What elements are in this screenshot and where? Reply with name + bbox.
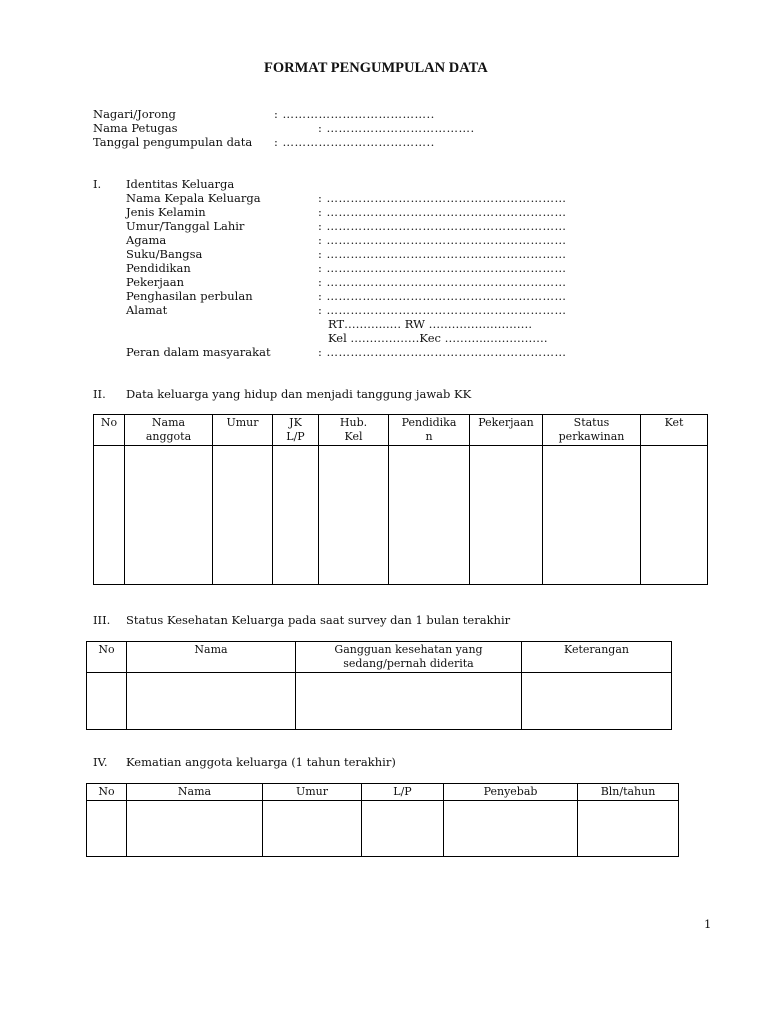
table-kematian	[86, 783, 679, 857]
table-row	[87, 801, 679, 857]
table-cell[interactable]	[641, 446, 708, 585]
section1-heading: Identitas Keluarga	[126, 177, 235, 191]
peran-dots: : ……………………………………………………	[318, 345, 567, 359]
table-cell[interactable]	[213, 446, 273, 585]
identitas-field-dots: : ……………………………………………………	[318, 219, 567, 233]
identitas-field-dots: : ……………………………………………………	[318, 303, 567, 317]
table-cell[interactable]	[263, 801, 362, 857]
page-title: FORMAT PENGUMPULAN DATA	[264, 60, 488, 76]
tanggal-label: Tanggal pengumpulan data	[93, 135, 253, 149]
identitas-field-dots: : ……………………………………………………	[318, 191, 567, 205]
col-header-hub-kel: Hub. Kel	[319, 415, 389, 446]
identitas-field-label: Pekerjaan	[126, 275, 184, 289]
identitas-field-label: Alamat	[126, 303, 168, 317]
table-cell[interactable]	[319, 446, 389, 585]
identitas-field-label: Nama Kepala Keluarga	[126, 191, 261, 205]
identitas-field-dots: : ……………………………………………………	[318, 247, 567, 261]
nagari-dots: : ………………………………..	[274, 107, 435, 121]
table-anggota-keluarga	[93, 414, 708, 585]
col-header-lp: L/P	[362, 784, 444, 801]
table-cell[interactable]	[94, 446, 125, 585]
col-header-ket: Ket	[641, 415, 708, 446]
identitas-field-label: Jenis Kelamin	[126, 205, 206, 219]
identitas-field-label: Penghasilan perbulan	[126, 289, 253, 303]
table-cell[interactable]	[127, 673, 296, 730]
identitas-field-label: Agama	[126, 233, 167, 247]
table-cell[interactable]	[470, 446, 543, 585]
table-cell[interactable]	[87, 673, 127, 730]
identitas-field-dots: : ……………………………………………………	[318, 205, 567, 219]
table-cell[interactable]	[522, 673, 672, 730]
section2-number: II.	[93, 387, 106, 401]
table-row	[87, 673, 672, 730]
table-cell[interactable]	[362, 801, 444, 857]
col-header-status-perkawinan: Status perkawinan	[543, 415, 641, 446]
col-header-no: No	[94, 415, 125, 446]
peran-label: Peran dalam masyarakat	[126, 345, 271, 359]
section4-heading: Kematian anggota keluarga (1 tahun terakhir)	[126, 755, 396, 769]
col-header-umur: Umur	[263, 784, 362, 801]
identitas-field-dots: : ……………………………………………………	[318, 275, 567, 289]
section4-number: IV.	[93, 755, 108, 769]
section1-number: I.	[93, 177, 102, 191]
identitas-field-label: Pendidikan	[126, 261, 191, 275]
col-header-jk: JK L/P	[273, 415, 319, 446]
table-status-kesehatan	[86, 641, 672, 730]
table-cell[interactable]	[127, 801, 263, 857]
col-header-nama: Nama	[127, 784, 263, 801]
page-number: 1	[704, 917, 712, 931]
section2-heading: Data keluarga yang hidup dan menjadi tanggung jawab KK	[126, 387, 472, 401]
nagari-label: Nagari/Jorong	[93, 107, 176, 121]
identitas-field-label: Umur/Tanggal Lahir	[126, 219, 245, 233]
table-cell[interactable]	[296, 673, 522, 730]
col-header-penyebab: Penyebab	[444, 784, 578, 801]
col-header-no: No	[87, 642, 127, 673]
identitas-field-dots: : ……………………………………………………	[318, 289, 567, 303]
petugas-label: Nama Petugas	[93, 121, 178, 135]
table-cell[interactable]	[273, 446, 319, 585]
col-header-bln-tahun: Bln/tahun	[578, 784, 679, 801]
table-row	[94, 446, 708, 585]
col-header-nama: Nama	[127, 642, 296, 673]
kel-kec-line: Kel ………………Kec ………...……………	[328, 331, 548, 345]
col-header-keterangan: Keterangan	[522, 642, 672, 673]
col-header-no: No	[87, 784, 127, 801]
identitas-field-label: Suku/Bangsa	[126, 247, 203, 261]
identitas-field-dots: : ……………………………………………………	[318, 261, 567, 275]
section3-number: III.	[93, 613, 111, 627]
table-cell[interactable]	[125, 446, 213, 585]
section3-heading: Status Kesehatan Keluarga pada saat survey dan 1 bulan terakhir	[126, 613, 511, 627]
col-header-pendidikan: Pendidika n	[389, 415, 470, 446]
tanggal-dots: : ………………………………..	[274, 135, 435, 149]
col-header-pekerjaan: Pekerjaan	[470, 415, 543, 446]
petugas-dots: : ……………………………….	[318, 121, 475, 135]
rt-rw-line: RT………...… RW ………………………	[328, 317, 533, 331]
table-cell[interactable]	[389, 446, 470, 585]
table-cell[interactable]	[87, 801, 127, 857]
col-header-gangguan-kesehatan: Gangguan kesehatan yang sedang/pernah diderita	[296, 642, 522, 673]
col-header-umur: Umur	[213, 415, 273, 446]
table-cell[interactable]	[543, 446, 641, 585]
table-cell[interactable]	[444, 801, 578, 857]
identitas-field-dots: : ……………………………………………………	[318, 233, 567, 247]
table-cell[interactable]	[578, 801, 679, 857]
col-header-nama-anggota: Nama anggota	[125, 415, 213, 446]
